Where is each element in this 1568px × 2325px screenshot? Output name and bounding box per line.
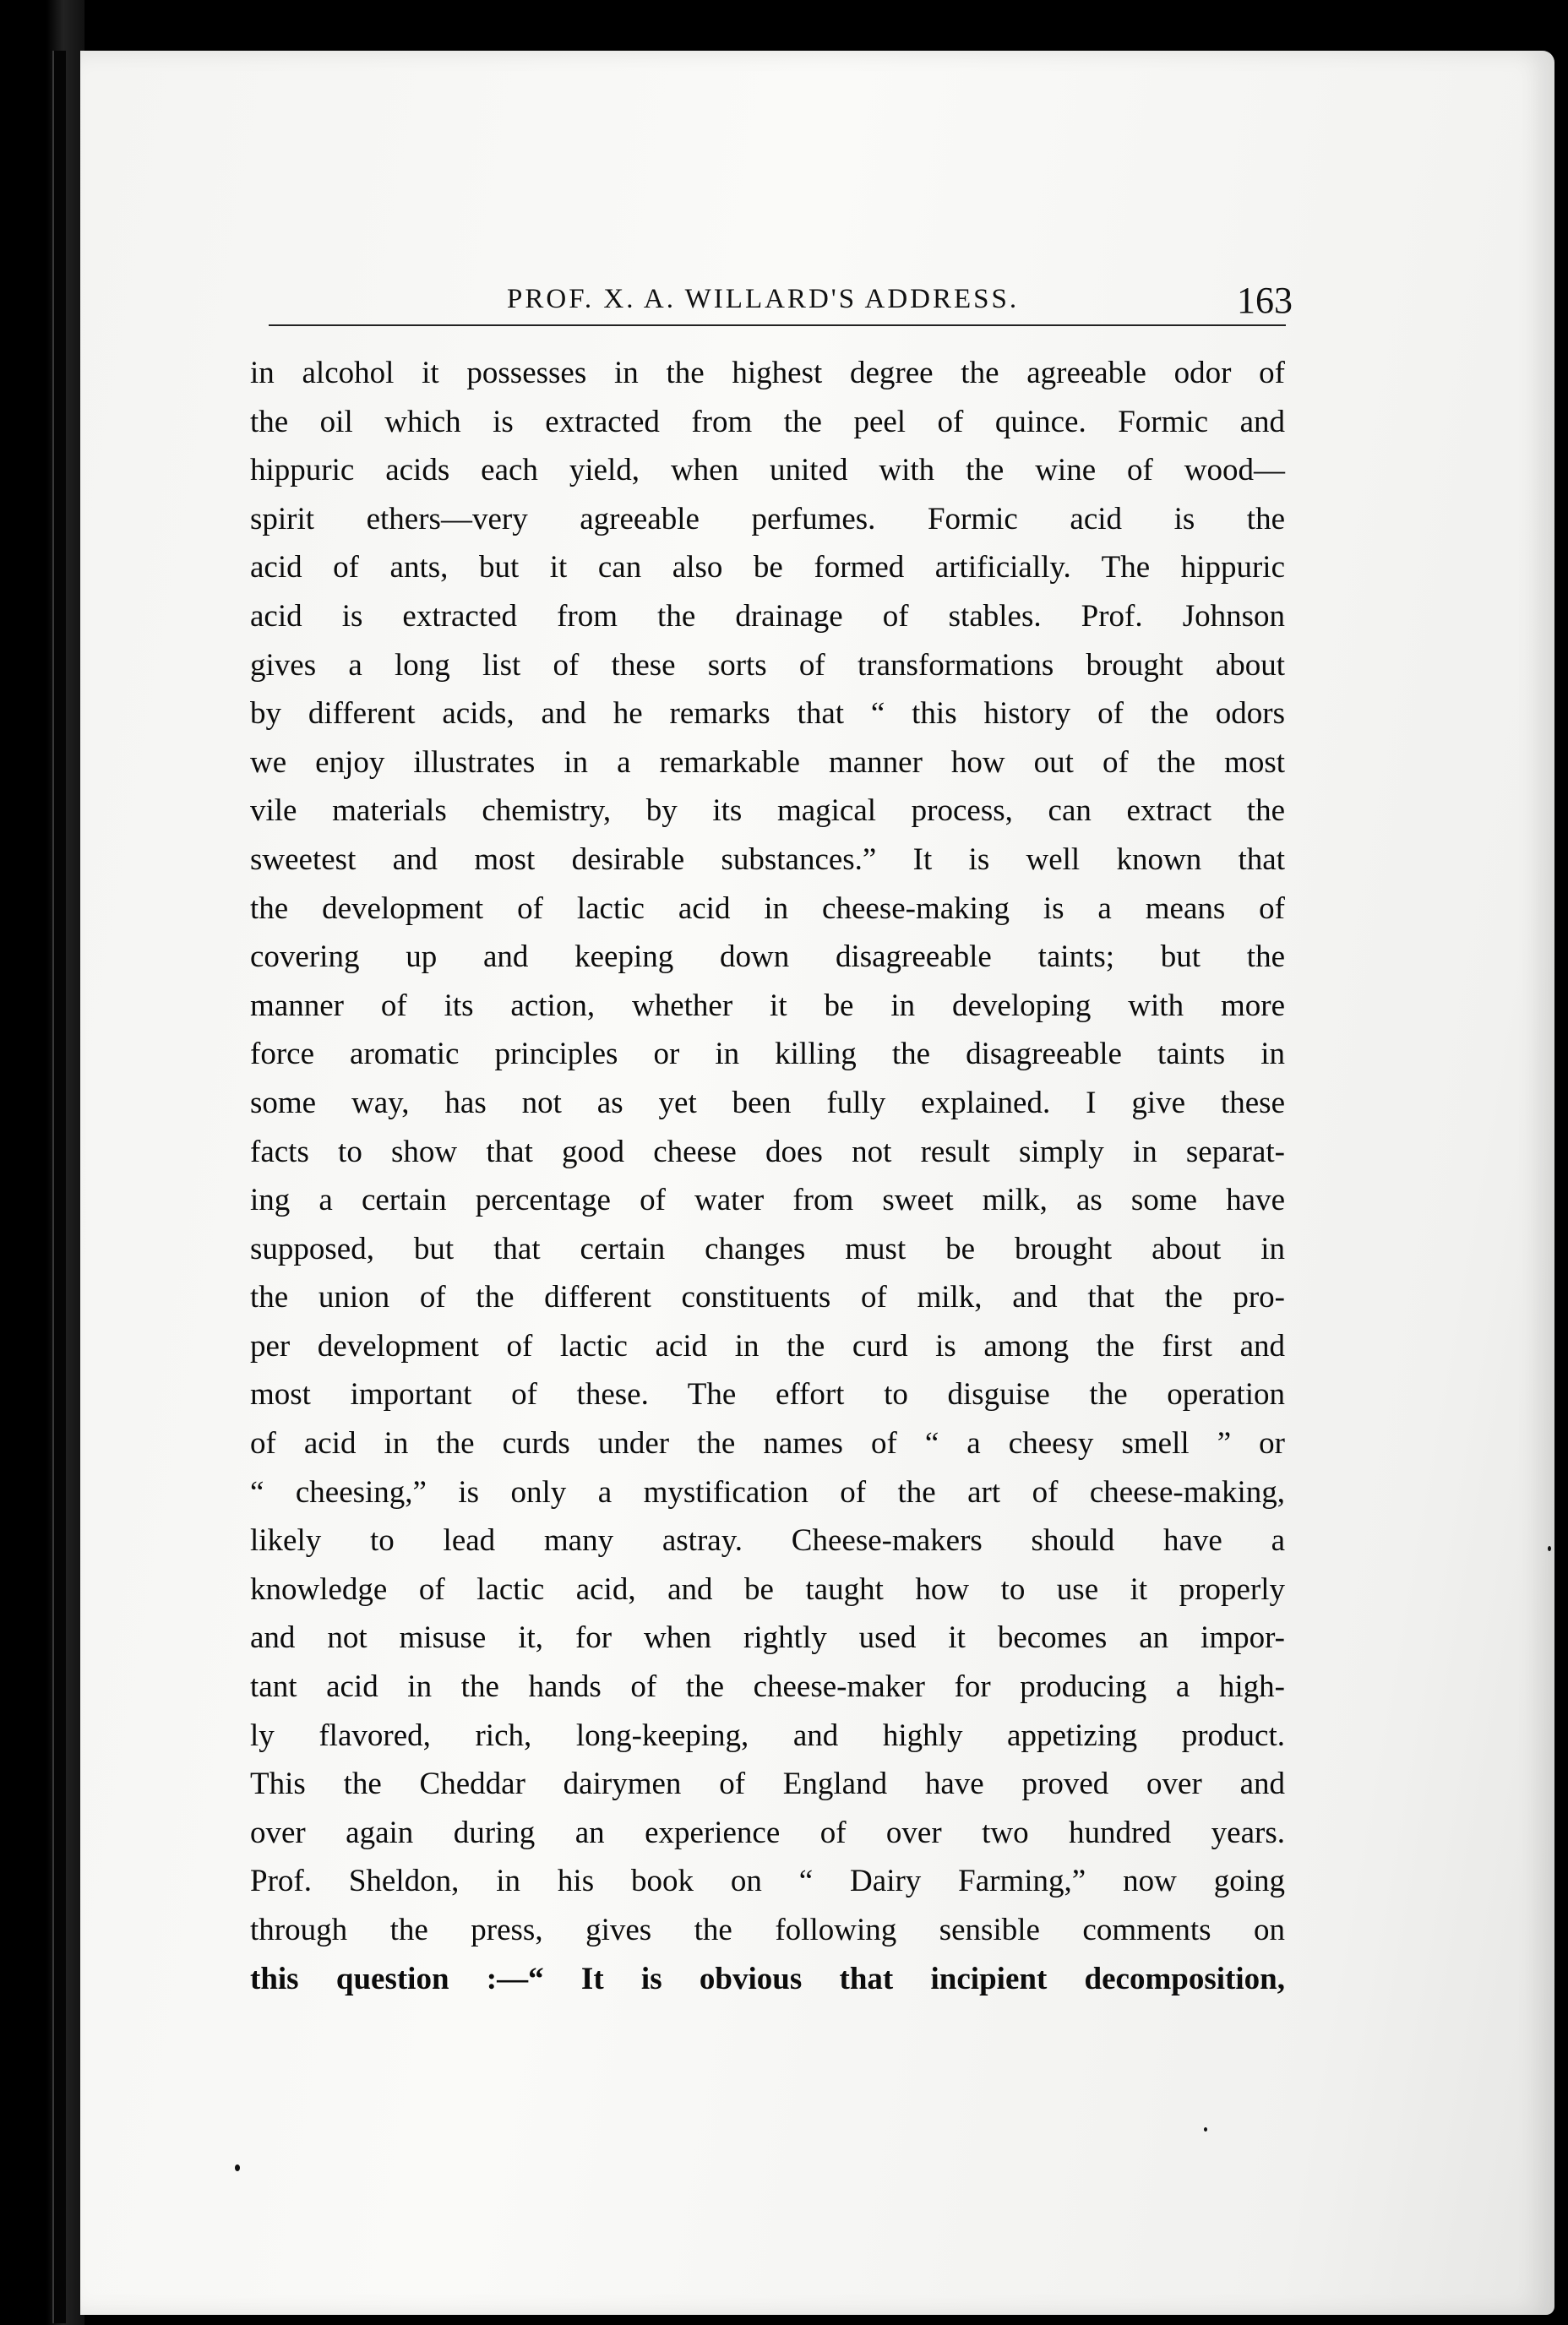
text-line: over again during an experience of over two hundred years. — [250, 1815, 1285, 1850]
binding-stitch — [52, 51, 66, 2323]
ink-speck — [1548, 1546, 1551, 1551]
text-line: the oil which is extracted from the peel of quince. Formic and — [250, 404, 1285, 439]
text-line: knowledge of lactic acid, and be taught how to use it properly — [250, 1571, 1285, 1607]
text-line: hippuric acids each yield, when united with the wine of wood— — [250, 453, 1285, 488]
running-header — [270, 279, 1293, 329]
text-line: “ cheesing,” is only a mystification of the art of cheese-making, — [250, 1474, 1285, 1510]
ink-speck — [1204, 2127, 1207, 2132]
ink-speck — [235, 2164, 240, 2171]
text-line: facts to show that good cheese does not result simply in separat- — [250, 1134, 1285, 1169]
text-line: manner of its action, whether it be in developing with more — [250, 988, 1285, 1023]
text-line: force aromatic principles or in killing the disagreeable taints in — [250, 1037, 1285, 1072]
text-line: vile materials chemistry, by its magical process, can extract the — [250, 793, 1285, 829]
text-line: gives a long list of these sorts of transformations brought about — [250, 647, 1285, 683]
text-line: acid is extracted from the drainage of stables. Prof. Johnson — [250, 598, 1285, 634]
text-line: per development of lactic acid in the curd is among the first and — [250, 1328, 1285, 1364]
text-line: This the Cheddar dairymen of England have proved over and — [250, 1767, 1285, 1802]
text-line: most important of these. The effort to disguise the operation — [250, 1377, 1285, 1413]
binding-gutter — [0, 0, 84, 2325]
text-line: in alcohol it possesses in the highest degree the agreeable odor of — [250, 356, 1285, 390]
text-line: and not misuse it, for when rightly used it becomes an impor- — [250, 1620, 1285, 1656]
text-line: likely to lead many astray. Cheese-makers should have a — [250, 1523, 1285, 1559]
text-line: ly flavored, rich, long-keeping, and highly appetizing product. — [250, 1718, 1285, 1753]
text-line: this question :—“ It is obvious that incipient decomposition, — [250, 1961, 1285, 1996]
text-line: we enjoy illustrates in a remarkable manner how out of the most — [250, 744, 1285, 780]
text-line: the union of the different constituents of milk, and that the pro- — [250, 1280, 1285, 1315]
text-line: Prof. Sheldon, in his book on “ Dairy Farming,” now going — [250, 1864, 1285, 1899]
text-line: spirit ethers—very agreeable perfumes. Formic acid is the — [250, 501, 1285, 536]
header-rule — [269, 324, 1286, 326]
text-line: supposed, but that certain changes must be brought about in — [250, 1231, 1285, 1266]
text-line: ing a certain percentage of water from sweet milk, as some have — [250, 1183, 1285, 1218]
text-line: acid of ants, but it can also be formed artificially. The hippuric — [250, 550, 1285, 585]
text-line: through the press, gives the following sensible comments on — [250, 1913, 1285, 1947]
text-line: tant acid in the hands of the cheese-maker for producing a high- — [250, 1669, 1285, 1705]
running-title: PROF. X. A. WILLARD'S ADDRESS. — [507, 284, 1020, 314]
text-line: of acid in the curds under the names of “ a cheesy smell ” or — [250, 1426, 1285, 1462]
text-line: some way, has not as yet been fully explained. I give these — [250, 1085, 1285, 1120]
text-line: covering up and keeping down disagreeable taints; but the — [250, 939, 1285, 975]
text-line: the development of lactic acid in cheese-making is a means of — [250, 890, 1285, 926]
body-text — [250, 349, 1285, 2003]
text-line: by different acids, and he remarks that “ this history of the odors — [250, 696, 1285, 732]
page-number: 163 — [1237, 280, 1293, 321]
text-line: sweetest and most desirable substances.” It is well known that — [250, 841, 1285, 877]
